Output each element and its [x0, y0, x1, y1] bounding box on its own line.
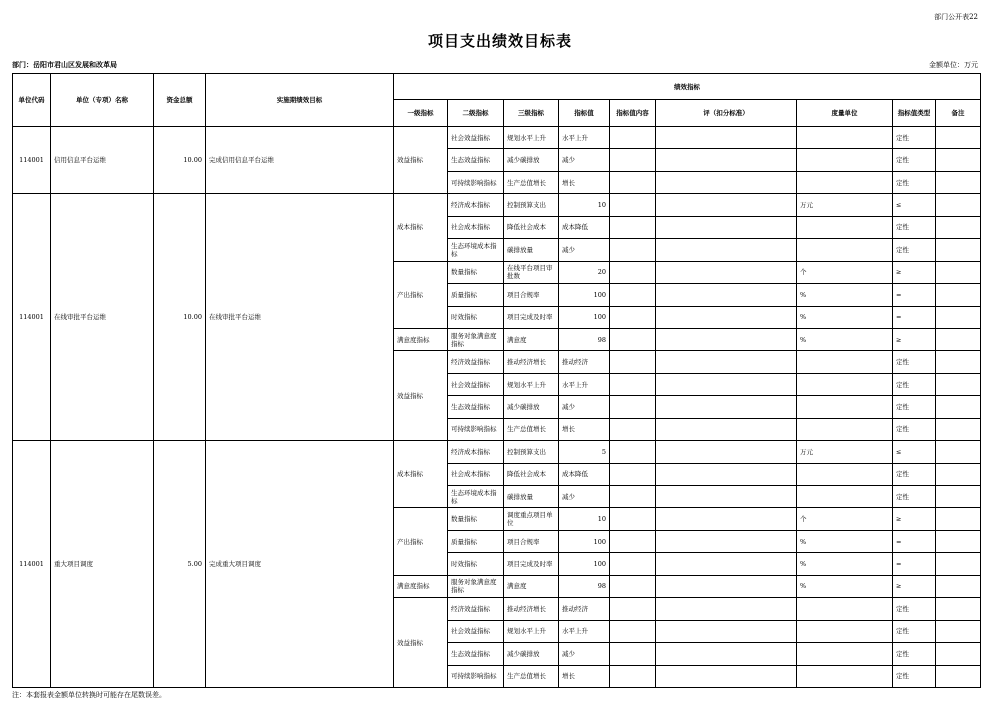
cell-target: 在线审批平台运维	[206, 194, 394, 441]
cell-value-content	[610, 171, 656, 193]
cell-criteria	[656, 598, 797, 620]
header-funds: 资金总额	[154, 74, 206, 127]
cell-value-content	[610, 620, 656, 642]
cell-measure-unit: 万元	[797, 441, 893, 463]
cell-remark	[936, 508, 981, 530]
cell-value-content	[610, 553, 656, 575]
cell-remark	[936, 665, 981, 688]
cell-level2: 生态效益指标	[448, 396, 504, 418]
cell-value-type: ≥	[893, 508, 936, 530]
cell-criteria	[656, 530, 797, 552]
table-body	[13, 127, 981, 688]
cell-criteria	[656, 643, 797, 665]
cell-level2: 生态效益指标	[448, 643, 504, 665]
cell-remark	[936, 441, 981, 463]
cell-remark	[936, 396, 981, 418]
cell-level2: 可持续影响指标	[448, 171, 504, 193]
cell-level3: 项目完成及时率	[504, 306, 559, 328]
cell-unit-name: 在线审批平台运维	[51, 194, 154, 441]
cell-value-type: 定性	[893, 418, 936, 440]
cell-measure-unit: %	[797, 530, 893, 552]
cell-level2: 社会效益指标	[448, 373, 504, 395]
cell-value: 20	[559, 261, 610, 283]
cell-criteria	[656, 553, 797, 575]
amount-unit-label: 金额单位：万元	[929, 61, 978, 69]
cell-remark	[936, 418, 981, 440]
cell-value-content	[610, 216, 656, 238]
cell-value-type: 定性	[893, 216, 936, 238]
cell-level3: 规划水平上升	[504, 620, 559, 642]
cell-value: 100	[559, 306, 610, 328]
cell-measure-unit	[797, 239, 893, 261]
cell-level1: 成本指标	[394, 441, 448, 508]
cell-value: 98	[559, 575, 610, 597]
cell-level3: 推动经济增长	[504, 598, 559, 620]
cell-value-type: 定性	[893, 171, 936, 193]
cell-measure-unit	[797, 598, 893, 620]
cell-target: 完成信用信息平台运维	[206, 127, 394, 194]
cell-measure-unit	[797, 127, 893, 149]
header-level2: 二级指标	[448, 100, 504, 127]
cell-measure-unit: 万元	[797, 194, 893, 216]
cell-value-type: 定性	[893, 486, 936, 508]
cell-level3: 减少碳排放	[504, 149, 559, 171]
cell-value: 水平上升	[559, 127, 610, 149]
cell-value: 减少	[559, 149, 610, 171]
cell-level3: 规划水平上升	[504, 127, 559, 149]
cell-criteria	[656, 216, 797, 238]
cell-value: 减少	[559, 643, 610, 665]
header-level1: 一级指标	[394, 100, 448, 127]
cell-value-type: 定性	[893, 620, 936, 642]
cell-value-content	[610, 643, 656, 665]
cell-value-content	[610, 194, 656, 216]
cell-value-content	[610, 396, 656, 418]
cell-criteria	[656, 171, 797, 193]
cell-level2: 生态环境成本指标	[448, 486, 504, 508]
cell-value: 减少	[559, 486, 610, 508]
cell-level1: 产出指标	[394, 508, 448, 575]
cell-level2: 数量指标	[448, 261, 504, 283]
cell-measure-unit: 个	[797, 508, 893, 530]
cell-measure-unit	[797, 351, 893, 373]
cell-value-content	[610, 239, 656, 261]
cell-measure-unit	[797, 216, 893, 238]
cell-value-content	[610, 284, 656, 306]
cell-level3: 项目完成及时率	[504, 553, 559, 575]
cell-value-content	[610, 127, 656, 149]
cell-measure-unit	[797, 373, 893, 395]
cell-value: 100	[559, 530, 610, 552]
cell-value-type: 定性	[893, 373, 936, 395]
cell-value-type: =	[893, 284, 936, 306]
cell-level1: 效益指标	[394, 598, 448, 688]
cell-value-content	[610, 463, 656, 485]
cell-remark	[936, 306, 981, 328]
cell-value: 成本降低	[559, 463, 610, 485]
cell-remark	[936, 598, 981, 620]
cell-criteria	[656, 261, 797, 283]
cell-level2: 生态效益指标	[448, 149, 504, 171]
cell-measure-unit	[797, 486, 893, 508]
cell-level2: 时效指标	[448, 306, 504, 328]
cell-measure-unit: %	[797, 306, 893, 328]
cell-value-content	[610, 373, 656, 395]
cell-value-type: 定性	[893, 149, 936, 171]
cell-level3: 降低社会成本	[504, 216, 559, 238]
cell-funds: 10.00	[154, 127, 206, 194]
cell-level2: 经济成本指标	[448, 194, 504, 216]
cell-criteria	[656, 508, 797, 530]
cell-value-content	[610, 598, 656, 620]
cell-value-content	[610, 306, 656, 328]
cell-value: 推动经济	[559, 598, 610, 620]
cell-level3: 碳排放量	[504, 239, 559, 261]
cell-level2: 时效指标	[448, 553, 504, 575]
cell-remark	[936, 171, 981, 193]
footnote: 注：本套报表金额单位转换时可能存在尾数误差。	[12, 691, 166, 699]
cell-level3: 在线平台项目审批数	[504, 261, 559, 283]
header-remark: 备注	[936, 100, 981, 127]
cell-criteria	[656, 418, 797, 440]
cell-level3: 满意度	[504, 328, 559, 350]
cell-level3: 降低社会成本	[504, 463, 559, 485]
cell-value: 增长	[559, 665, 610, 688]
cell-criteria	[656, 239, 797, 261]
cell-remark	[936, 127, 981, 149]
cell-value-content	[610, 530, 656, 552]
cell-criteria	[656, 306, 797, 328]
header-criteria: 评（扣分标准）	[656, 100, 797, 127]
cell-value-type: ≤	[893, 194, 936, 216]
cell-criteria	[656, 149, 797, 171]
cell-criteria	[656, 463, 797, 485]
header-value-content: 指标值内容	[610, 100, 656, 127]
cell-level2: 质量指标	[448, 284, 504, 306]
cell-value-content	[610, 351, 656, 373]
cell-value-content	[610, 441, 656, 463]
performance-target-table	[12, 73, 981, 688]
cell-measure-unit	[797, 396, 893, 418]
cell-remark	[936, 620, 981, 642]
cell-level2: 经济效益指标	[448, 351, 504, 373]
cell-unit-code: 114001	[13, 441, 51, 688]
cell-measure-unit: %	[797, 328, 893, 350]
cell-value: 水平上升	[559, 620, 610, 642]
cell-remark	[936, 575, 981, 597]
cell-level3: 控制预算支出	[504, 441, 559, 463]
cell-value: 成本降低	[559, 216, 610, 238]
header-indicators: 绩效指标	[394, 74, 981, 100]
cell-criteria	[656, 373, 797, 395]
cell-level1: 满意度指标	[394, 575, 448, 597]
cell-level2: 生态环境成本指标	[448, 239, 504, 261]
cell-level3: 项目合规率	[504, 530, 559, 552]
form-number: 部门公开表22	[934, 13, 978, 21]
cell-value: 98	[559, 328, 610, 350]
cell-criteria	[656, 328, 797, 350]
table-row	[13, 127, 981, 149]
cell-measure-unit: %	[797, 575, 893, 597]
cell-value-type: 定性	[893, 127, 936, 149]
cell-value-type: 定性	[893, 351, 936, 373]
cell-remark	[936, 463, 981, 485]
table-row	[13, 194, 981, 216]
cell-value-type: ≤	[893, 441, 936, 463]
cell-value-type: 定性	[893, 396, 936, 418]
cell-measure-unit	[797, 149, 893, 171]
cell-value: 增长	[559, 418, 610, 440]
cell-value-content	[610, 665, 656, 688]
cell-measure-unit	[797, 171, 893, 193]
cell-value: 10	[559, 194, 610, 216]
cell-level2: 社会成本指标	[448, 216, 504, 238]
cell-criteria	[656, 127, 797, 149]
cell-value-type: =	[893, 553, 936, 575]
cell-level2: 质量指标	[448, 530, 504, 552]
header-value: 指标值	[559, 100, 610, 127]
header-level3: 三级指标	[504, 100, 559, 127]
cell-level1: 成本指标	[394, 194, 448, 261]
cell-value-type: 定性	[893, 463, 936, 485]
cell-remark	[936, 553, 981, 575]
cell-level1: 效益指标	[394, 127, 448, 194]
cell-measure-unit	[797, 463, 893, 485]
cell-remark	[936, 643, 981, 665]
cell-level3: 控制预算支出	[504, 194, 559, 216]
cell-value-content	[610, 149, 656, 171]
cell-value-type: ≥	[893, 261, 936, 283]
cell-level2: 社会效益指标	[448, 127, 504, 149]
cell-value: 推动经济	[559, 351, 610, 373]
cell-level1: 满意度指标	[394, 328, 448, 350]
cell-criteria	[656, 620, 797, 642]
cell-value-type: =	[893, 530, 936, 552]
cell-level2: 可持续影响指标	[448, 418, 504, 440]
cell-value: 10	[559, 508, 610, 530]
cell-level2: 社会成本指标	[448, 463, 504, 485]
cell-remark	[936, 239, 981, 261]
cell-remark	[936, 194, 981, 216]
page-title: 项目支出绩效目标表	[427, 32, 572, 50]
cell-criteria	[656, 486, 797, 508]
cell-value: 5	[559, 441, 610, 463]
cell-measure-unit: 个	[797, 261, 893, 283]
cell-value-type: 定性	[893, 665, 936, 688]
cell-level3: 碳排放量	[504, 486, 559, 508]
cell-remark	[936, 216, 981, 238]
cell-level3: 生产总值增长	[504, 418, 559, 440]
cell-value-type: ≥	[893, 575, 936, 597]
cell-remark	[936, 530, 981, 552]
cell-value-content	[610, 486, 656, 508]
cell-remark	[936, 373, 981, 395]
cell-value-content	[610, 575, 656, 597]
cell-value-type: 定性	[893, 598, 936, 620]
cell-value: 增长	[559, 171, 610, 193]
cell-value-type: 定性	[893, 643, 936, 665]
cell-level3: 减少碳排放	[504, 643, 559, 665]
cell-value-content	[610, 328, 656, 350]
cell-criteria	[656, 194, 797, 216]
cell-value: 100	[559, 553, 610, 575]
cell-level3: 生产总值增长	[504, 171, 559, 193]
cell-criteria	[656, 284, 797, 306]
cell-target: 完成重大项目调度	[206, 441, 394, 688]
cell-value: 100	[559, 284, 610, 306]
cell-measure-unit: %	[797, 553, 893, 575]
cell-measure-unit: %	[797, 284, 893, 306]
cell-remark	[936, 149, 981, 171]
cell-level2: 可持续影响指标	[448, 665, 504, 688]
cell-level2: 服务对象满意度指标	[448, 575, 504, 597]
cell-level3: 满意度	[504, 575, 559, 597]
cell-level1: 产出指标	[394, 261, 448, 328]
cell-funds: 10.00	[154, 194, 206, 441]
cell-value: 减少	[559, 396, 610, 418]
cell-level3: 项目合规率	[504, 284, 559, 306]
cell-criteria	[656, 396, 797, 418]
cell-remark	[936, 328, 981, 350]
cell-value: 减少	[559, 239, 610, 261]
cell-remark	[936, 486, 981, 508]
cell-criteria	[656, 351, 797, 373]
cell-unit-name: 重大项目调度	[51, 441, 154, 688]
cell-unit-code: 114001	[13, 127, 51, 194]
cell-value-type: =	[893, 306, 936, 328]
cell-criteria	[656, 575, 797, 597]
cell-unit-code: 114001	[13, 194, 51, 441]
cell-value-type: 定性	[893, 239, 936, 261]
cell-criteria	[656, 441, 797, 463]
cell-unit-name: 信用信息平台运维	[51, 127, 154, 194]
cell-level2: 经济成本指标	[448, 441, 504, 463]
cell-measure-unit	[797, 665, 893, 688]
cell-measure-unit	[797, 620, 893, 642]
header-value-type: 指标值类型	[893, 100, 936, 127]
cell-measure-unit	[797, 418, 893, 440]
cell-remark	[936, 284, 981, 306]
cell-value: 水平上升	[559, 373, 610, 395]
cell-level3: 生产总值增长	[504, 665, 559, 688]
cell-criteria	[656, 665, 797, 688]
cell-value-content	[610, 261, 656, 283]
cell-funds: 5.00	[154, 441, 206, 688]
header-unit-name: 单位（专项）名称	[51, 74, 154, 127]
cell-value-content	[610, 418, 656, 440]
cell-value-type: ≥	[893, 328, 936, 350]
cell-measure-unit	[797, 643, 893, 665]
table-row	[13, 441, 981, 463]
department-label: 部门：岳阳市君山区发展和改革局	[12, 60, 117, 69]
header-target: 实施期绩效目标	[206, 74, 394, 127]
cell-remark	[936, 351, 981, 373]
cell-level2: 社会效益指标	[448, 620, 504, 642]
header-unit-code: 单位代码	[13, 74, 51, 127]
cell-level3: 调度重点项目单位	[504, 508, 559, 530]
cell-level2: 数量指标	[448, 508, 504, 530]
cell-level3: 推动经济增长	[504, 351, 559, 373]
cell-remark	[936, 261, 981, 283]
cell-value-content	[610, 508, 656, 530]
cell-level2: 经济效益指标	[448, 598, 504, 620]
header-measure-unit: 度量单位	[797, 100, 893, 127]
cell-level3: 规划水平上升	[504, 373, 559, 395]
cell-level1: 效益指标	[394, 351, 448, 441]
cell-level3: 减少碳排放	[504, 396, 559, 418]
cell-level2: 服务对象满意度指标	[448, 328, 504, 350]
